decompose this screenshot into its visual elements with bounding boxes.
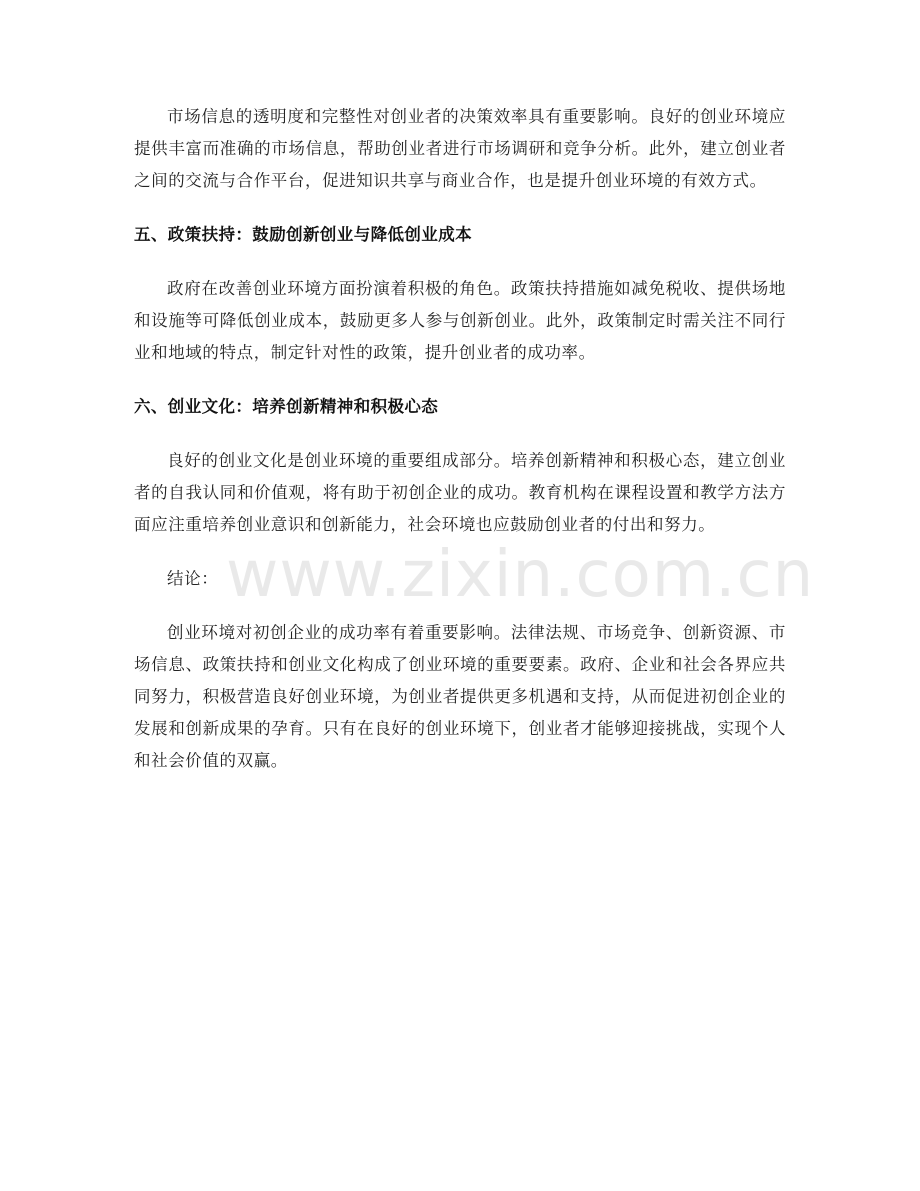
paragraph-culture: 良好的创业文化是创业环境的重要组成部分。培养创新精神和积极心态，建立创业者的自我认同和价值观，将有助于初创企业的成功。教育机构在课程设置和教学方法方面应注重培养创业意识和创新能力，社会环境也应鼓励创业者的付出和努力。 — [134, 451, 786, 534]
section-heading-policy: 五、政策扶持：鼓励创新创业与降低创业成本 — [134, 225, 472, 244]
paragraph-conclusion: 创业环境对初创企业的成功率有着重要影响。法律法规、市场竞争、创新资源、市场信息、政策扶持和创业文化构成了创业环境的重要要素。政府、企业和社会各界应共同努力，积极营造良好创业环境，为创业者提供更多机遇和支持，从而促进初创企业的发展和创新成果的孕育。只有在良好的创业环境下，创业者才能够迎接挑战，实现个人和社会价值的双赢。 — [134, 623, 786, 770]
conclusion-label: 结论： — [167, 569, 219, 588]
paragraph-market-info: 市场信息的透明度和完整性对创业者的决策效率具有重要影响。良好的创业环境应提供丰富而准确的市场信息，帮助创业者进行市场调研和竞争分析。此外，建立创业者之间的交流与合作平台，促进知识共享与商业合作，也是提升创业环境的有效方式。 — [134, 107, 786, 190]
paragraph-policy: 政府在改善创业环境方面扮演着积极的角色。政策扶持措施如减免税收、提供场地和设施等可降低创业成本，鼓励更多人参与创新创业。此外，政策制定时需关注不同行业和地域的特点，制定针对性的政策，提升创业者的成功率。 — [134, 279, 786, 362]
section-heading-culture: 六、创业文化：培养创新精神和积极心态 — [134, 397, 439, 416]
document-body — [134, 101, 786, 799]
watermark: www.zixin.com.cn — [226, 538, 815, 612]
